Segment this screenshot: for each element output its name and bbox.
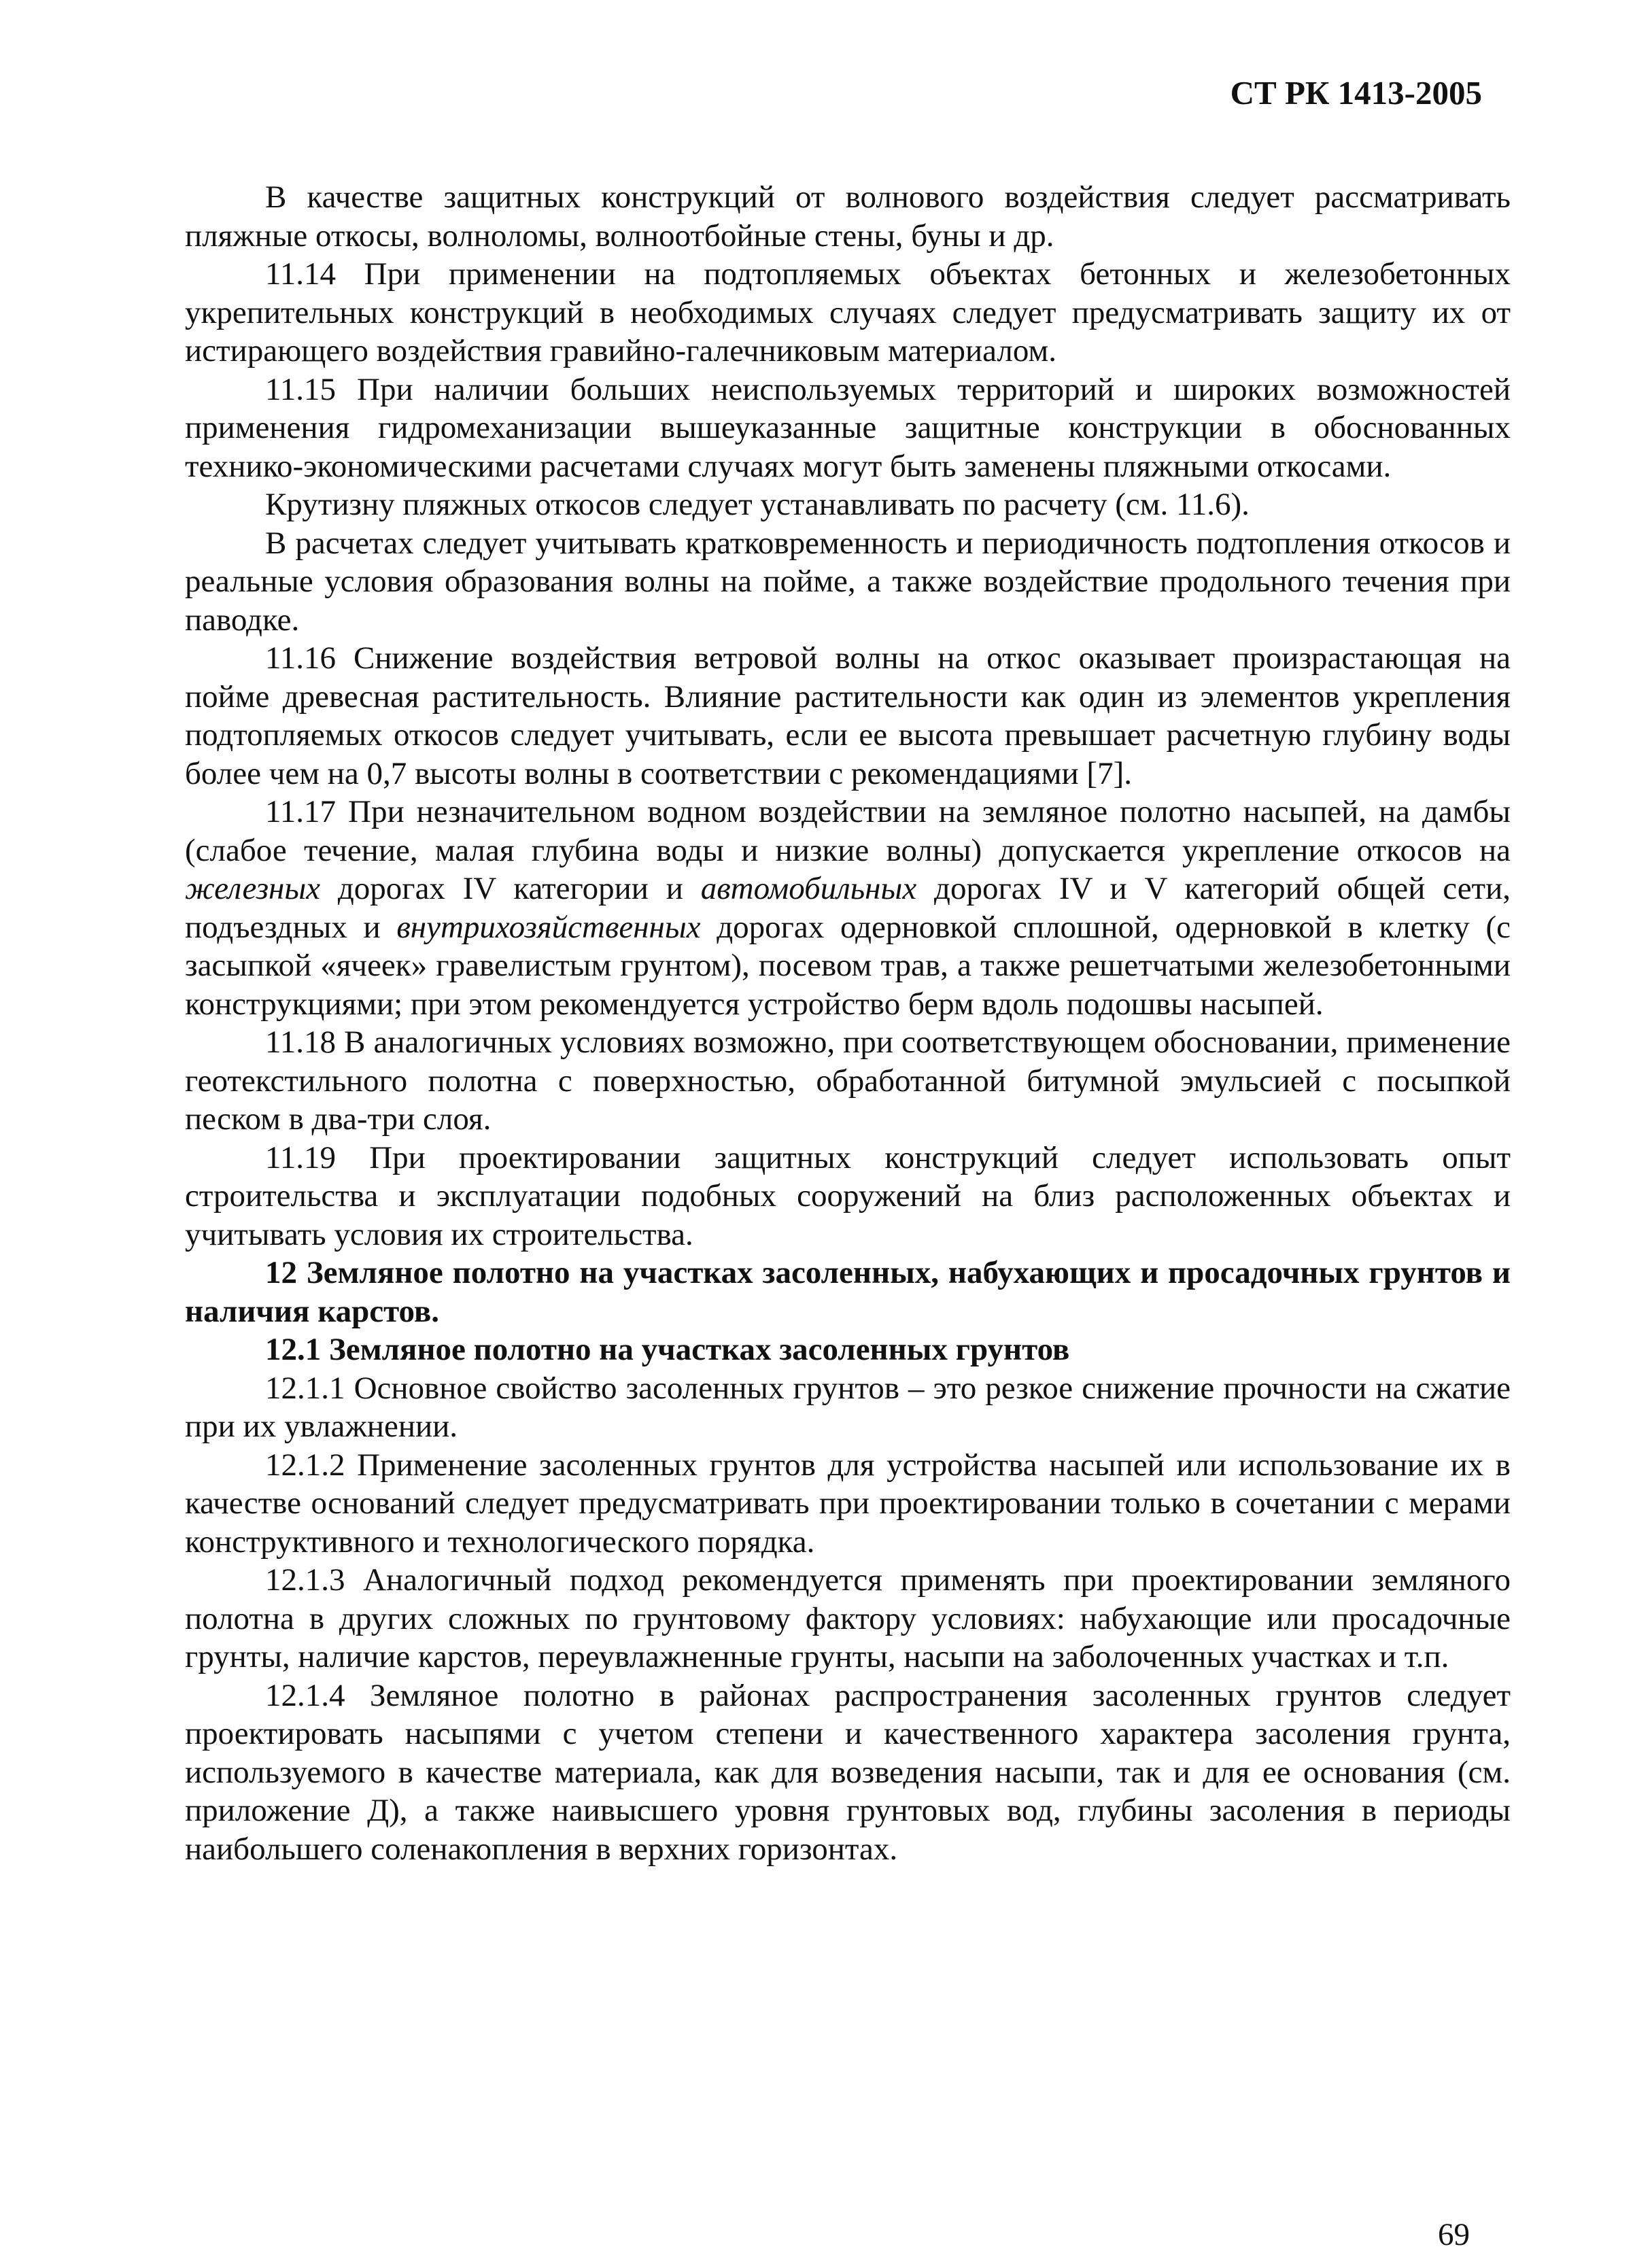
paragraph: В качестве защитных конструкций от волнового воздействия следует рассматривать пляжные откосы, волноломы, волноотбойные стены, буны и др. — [185, 179, 1511, 254]
paragraph-12-1-1: 12.1.1 Основное свойство засоленных грунтов – это резкое снижение прочности на сжатие при их увлажнении. — [185, 1370, 1511, 1444]
paragraph-11-15: 11.15 При наличии больших неиспользуемых территорий и широких возможностей применения гидромеханизации вышеуказанные защитные конструкции в обоснованных технико-экономическими расчетами случаях могут быть заменены пляжными откосами. — [185, 371, 1511, 484]
paragraph-12-1-4: 12.1.4 Земляное полотно в районах распространения засоленных грунтов следует проектировать насыпями с учетом степени и качественного характера засоления грунта, используемого в качестве материала, как для возведения насыпи, так и для ее основания (см. приложение Д), а также наивысшего уровня грунтовых вод, глубины засоления в периоды наибольшего соленакопления в верхних горизонтах. — [185, 1677, 1511, 1867]
text-run: дорогах IV и V категорий общей сети, подъездных и — [185, 871, 1511, 945]
paragraph-11-16: 11.16 Снижение воздействия ветровой волны на откос оказывает произрастающая на пойме древесная растительность. Влияние растительности как один из элементов укрепления подтопляемых откосов следует учитывать, если ее высота превышает расчетную глубину воды более чем на 0,7 высоты волны в соответствии с рекомендациями [7]. — [185, 640, 1511, 791]
text-run: дорогах одерновкой сплошной, одерновкой в клетку (с засыпкой «ячеек» гравелистым грунтом), посевом трав, а также решетчатыми железобетонными конструкциями; при этом рекомендуется устройство берм вдоль подошвы насыпей. — [185, 909, 1511, 1022]
paragraph-11-19: 11.19 При проектировании защитных конструкций следует использовать опыт строительства и эксплуатации подобных сооружений на близ расположенных объектах и учитывать условия их строительства. — [185, 1139, 1511, 1252]
italic-term: автомобильных — [700, 871, 917, 906]
text-run: дорогах IV категории и — [320, 871, 701, 906]
paragraph-12-1-3: 12.1.3 Аналогичный подход рекомендуется применять при проектировании земляного полотна в других сложных по грунтовому фактору условиях: набухающие или просадочные грунты, наличие карстов, переувлажненные грунты, насыпи на заболоченных участках и т.п. — [185, 1562, 1511, 1674]
paragraph-11-17 — [185, 793, 1511, 1023]
section-12-heading: 12 Земляное полотно на участках засоленных, набухающих и просадочных грунтов и наличия карстов. — [185, 1255, 1511, 1329]
paragraph: Крутизну пляжных откосов следует устанавливать по расчету (см. 11.6). — [265, 487, 1250, 522]
text-run: 11.17 При незначительном водном воздействии на земляное полотно насыпей, на дамбы (слабое течение, малая глубина воды и низкие волны) допускается укрепление откосов на — [185, 794, 1511, 868]
section-12-1-heading: 12.1 Земляное полотно на участках засоленных грунтов — [265, 1332, 1070, 1367]
paragraph: В расчетах следует учитывать кратковременность и периодичность подтопления откосов и реальные условия образования волны на пойме, а также воздействие продольного течения при паводке. — [185, 525, 1511, 638]
page-number: 69 — [1438, 2217, 1470, 2252]
italic-term: железных — [185, 871, 321, 906]
italic-term: внутрихозяйственных — [396, 909, 701, 945]
paragraph-11-14: 11.14 При применении на подтопляемых объектах бетонных и железобетонных укрепительных конструкций в необходимых случаях следует предусматривать защиту их от истирающего воздействия гравийно-галечниковым материалом. — [185, 256, 1511, 368]
paragraph-12-1-2: 12.1.2 Применение засоленных грунтов для устройства насыпей или использование их в качестве оснований следует предусматривать при проектировании только в сочетании с мерами конструктивного и технологического порядка. — [185, 1447, 1511, 1560]
document-code: СТ РК 1413-2005 — [1230, 74, 1482, 111]
page-body — [185, 178, 1511, 1868]
paragraph-11-18: 11.18 В аналогичных условиях возможно, при соответствующем обосновании, применение геотекстильного полотна с поверхностью, обработанной битумной эмульсией с посыпкой песком в два-три слоя. — [185, 1025, 1511, 1137]
